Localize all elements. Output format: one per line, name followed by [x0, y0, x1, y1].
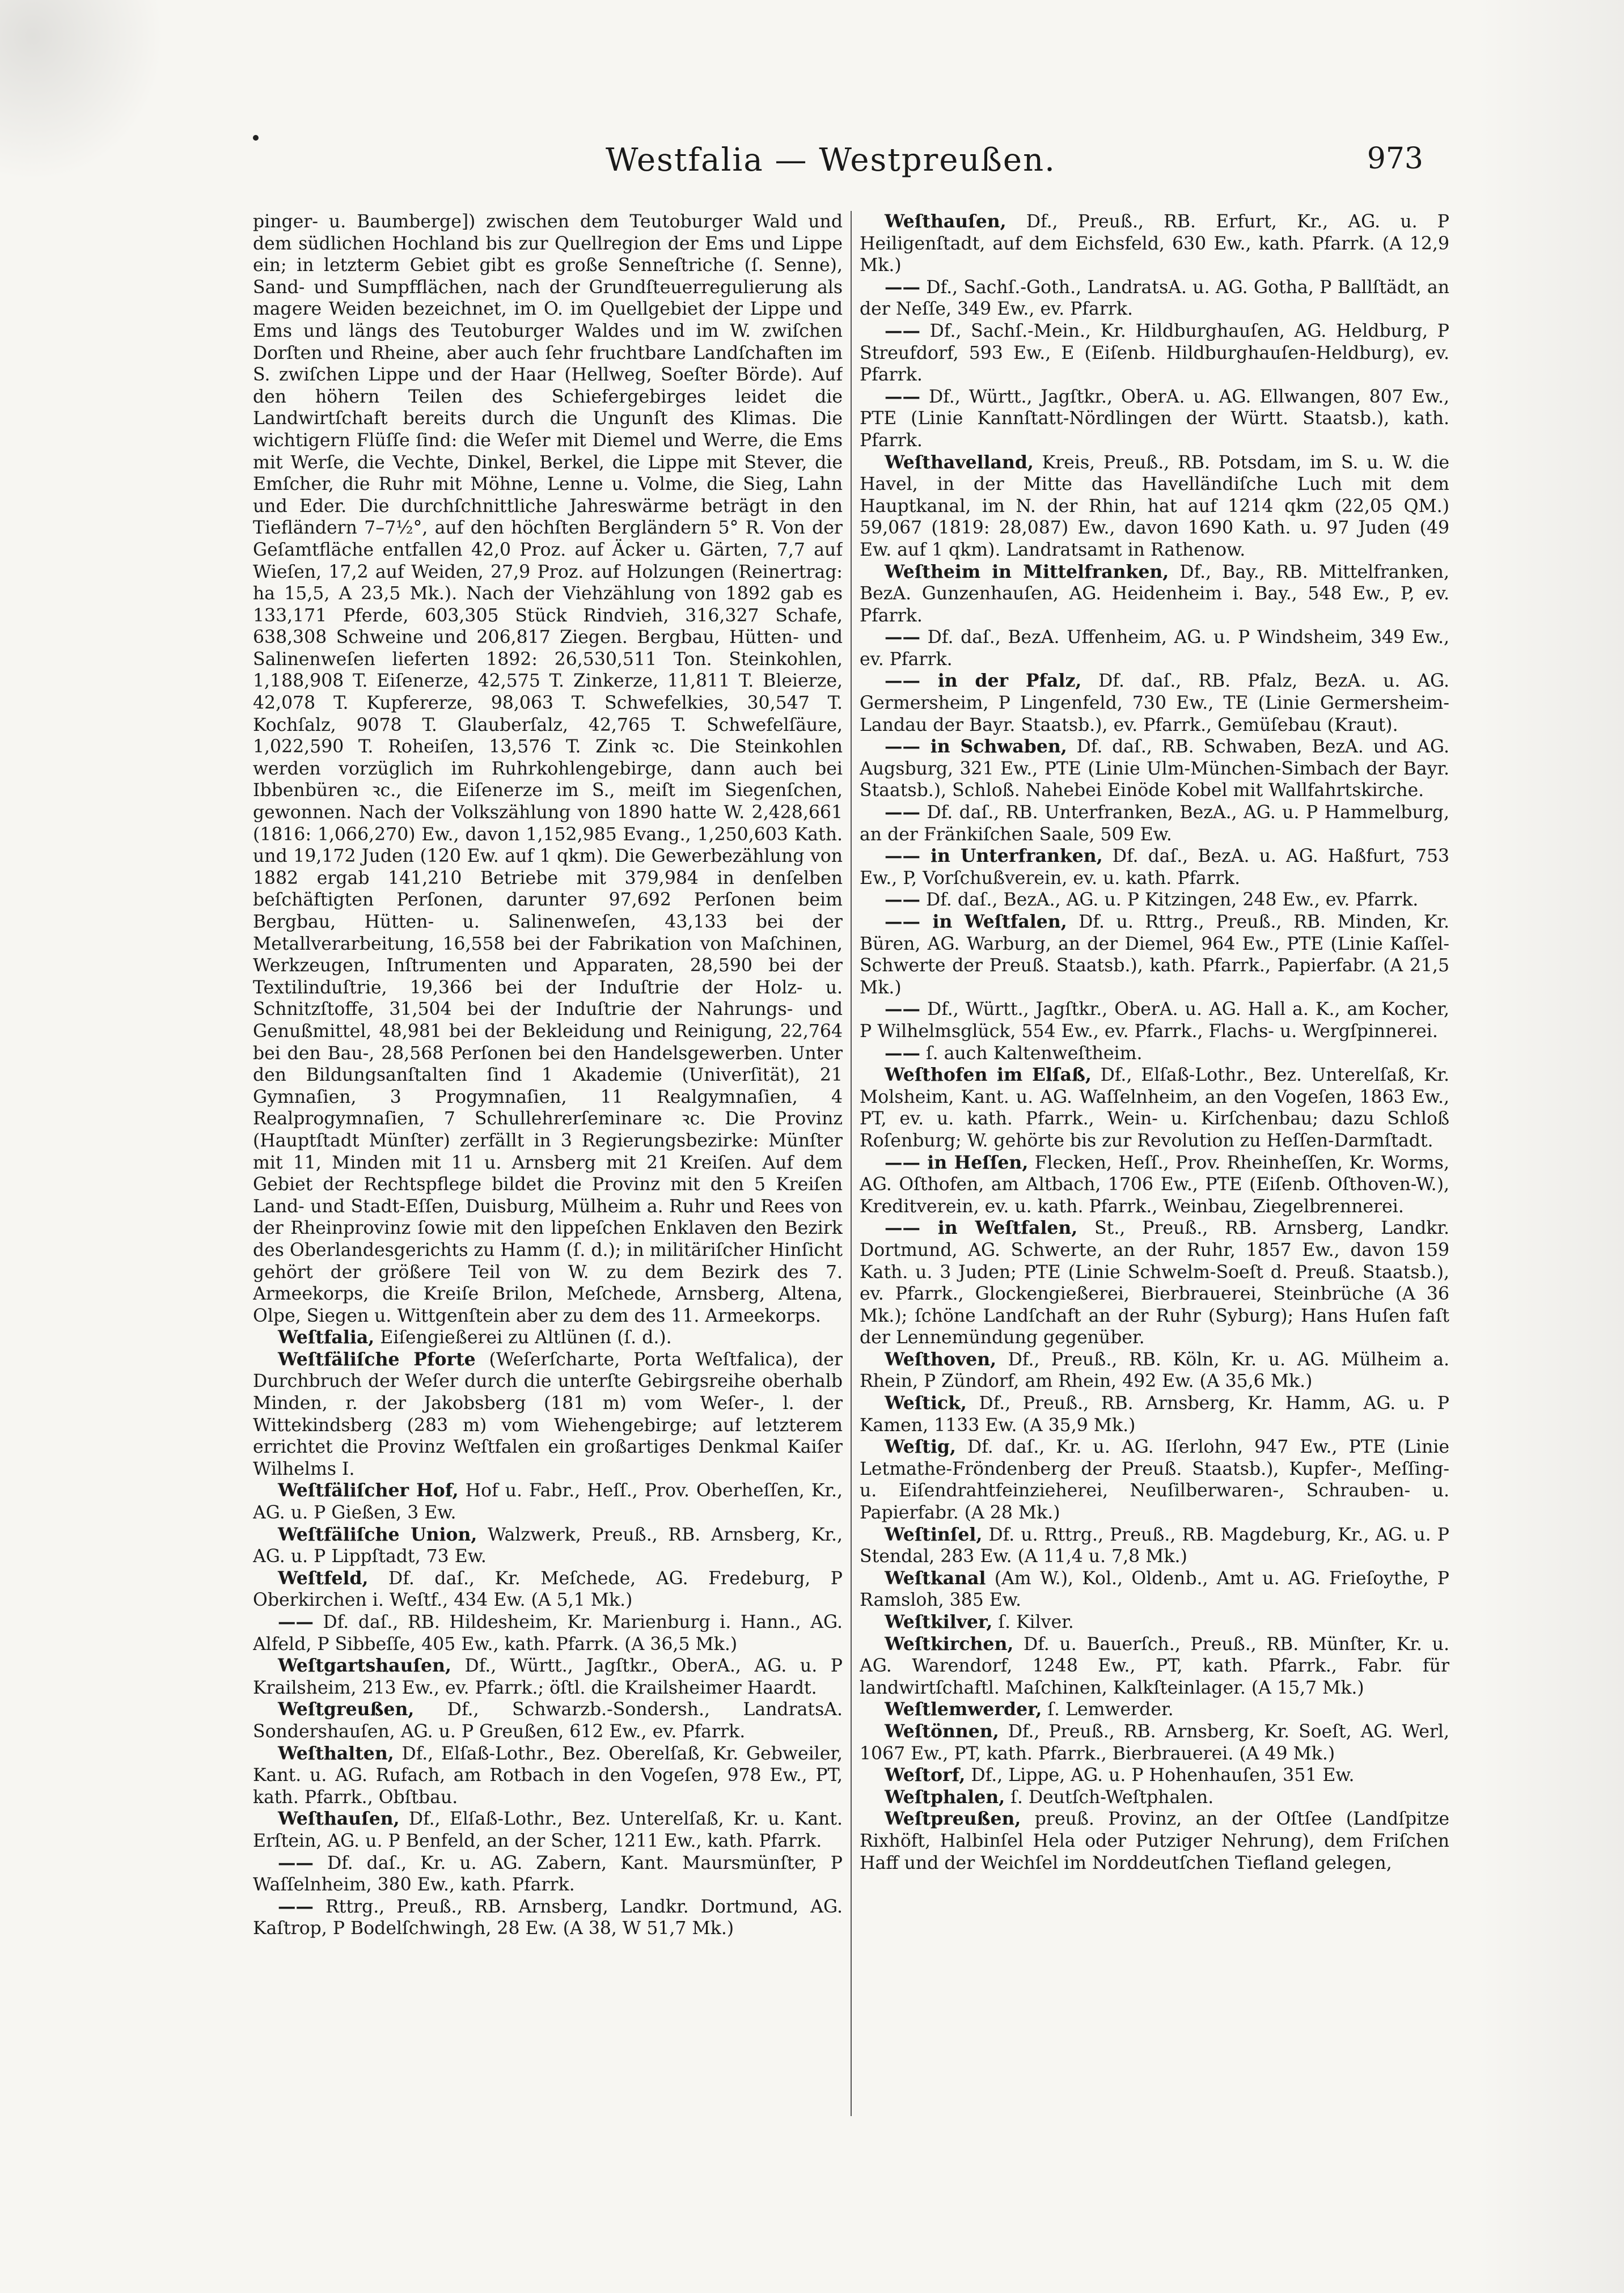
entry-text: (Weſerſcharte, Porta Weſtfalica), der Durchbruch der Weſer durch die unterſte Gebirgsreihe oberhalb Minden, r. der Jakobsberg (181 m) vom Weſer-, l. der Wittekindsberg (283 m) vom Wiehengebirge; auf letzterem errichtet die Provinz Weſtfalen ein großartiges Denkmal Kaiſer Wilhelms I. — [253, 1349, 843, 1479]
dictionary-entry — [860, 1152, 1449, 1218]
dictionary-entry — [860, 845, 1449, 889]
dictionary-entry — [253, 1655, 843, 1699]
entry-headword: —— — [885, 802, 920, 823]
dictionary-entry — [860, 627, 1449, 670]
entry-headword: Weſtönnen, — [885, 1720, 999, 1742]
dictionary-entry — [860, 1787, 1449, 1809]
entry-text: Df., Bay., RB. Mittelfranken, BezA. Gunzenhauſen, AG. Heidenheim i. Bay., 548 Ew., P, ev. Pfarrk. — [860, 561, 1449, 626]
entry-headword: Weſthofen im Elſaß, — [885, 1064, 1092, 1086]
entry-headword: Weſtkanal — [885, 1567, 986, 1589]
entry-headword: Weſtinſel, — [885, 1524, 983, 1545]
entry-text: ſ. auch Kaltenweſtheim. — [920, 1043, 1143, 1064]
entry-text: preuß. Provinz, an der Oſtſee (Landſpitze Rixhöft, Halbinſel Hela oder Putziger Nehrung), dem Friſchen Haff und der Weichſel im Norddeutſchen Tiefland gelegen, — [860, 1809, 1449, 1873]
dictionary-entry — [253, 1568, 843, 1611]
entry-headword: Weſtfäliſche Union, — [278, 1524, 477, 1545]
entry-text: Df. daſ., Kr. u. AG. Iſerlohn, 947 Ew., PTE (Linie Letmathe-Fröndenberg der Preuß. Staatsb.), Kupfer-, Meſſing- u. Eiſendrahtfeinzieherei, Neuſilberwaren-, Schrauben- u. Papierfabr. (A 28 Mk.) — [860, 1437, 1449, 1524]
entry-headword: —— — [885, 999, 920, 1020]
dictionary-entry — [860, 1634, 1449, 1699]
entry-headword: Weſtig, — [885, 1436, 956, 1458]
print-mark — [253, 135, 259, 141]
dictionary-entry — [860, 452, 1449, 561]
running-head: Westfalia — Westpreußen. — [606, 142, 1056, 179]
dictionary-entry — [860, 1721, 1449, 1765]
dictionary-entry — [860, 1064, 1449, 1152]
entry-text: Df. u. Rttrg., Preuß., RB. Minden, Kr. Büren, AG. Warburg, an der Diemel, 964 Ew., PTE (Linie Kaſſel-Schwerte der Preuß. Staatsb.), kath. Pfarrk., Papierfabr. (A 21,5 Mk.) — [860, 912, 1449, 998]
dictionary-entry — [253, 1808, 843, 1852]
entry-text: ſ. Kilver. — [992, 1612, 1074, 1632]
entry-text: Df., Elſaß-Lothr., Bez. Unterelſaß, Kr. u. Kant. Erſtein, AG. u. P Benfeld, an der Scher, 1211 Ew., kath. Pfarrk. — [253, 1809, 843, 1851]
entry-headword: —— — [278, 1611, 314, 1632]
dictionary-entry — [253, 211, 843, 1327]
entry-headword: —— — [885, 320, 920, 341]
dictionary-entry — [860, 561, 1449, 627]
entry-headword: Weſtlemwerder, — [885, 1699, 1042, 1720]
entry-text: Df., Preuß., RB. Köln, Kr. u. AG. Mülheim a. Rhein, P Zündorf, am Rhein, 492 Ew. (A 35,6 Mk.) — [860, 1349, 1449, 1392]
entry-text: Df. daſ., RB. Pfalz, BezA. u. AG. Germersheim, P Lingenfeld, 730 Ew., TE (Linie Germersheim-Landau der Bayr. Staatsb.), ev. Pfarrk., Gemüſebau (Kraut). — [860, 671, 1449, 735]
entry-headword: Weſtpreußen, — [885, 1808, 1021, 1830]
dictionary-entry — [253, 1896, 843, 1940]
dictionary-entry — [860, 670, 1449, 736]
dictionary-entry — [253, 1524, 843, 1568]
entry-headword: Weſthalten, — [278, 1742, 394, 1764]
entry-headword: —— in Unterfranken, — [885, 845, 1103, 867]
page-number: 973 — [1367, 142, 1423, 176]
dictionary-entry — [860, 889, 1449, 911]
entry-text: Df., Schwarzb.-Sondersh., LandratsA. Sondershauſen, AG. u. P Greußen, 612 Ew., ev. Pfarrk. — [253, 1699, 843, 1742]
entry-text: Walzwerk, Preuß., RB. Arnsberg, Kr., AG. u. P Lippſtadt, 73 Ew. — [253, 1524, 843, 1567]
dictionary-entry — [860, 802, 1449, 845]
dictionary-entry — [860, 1043, 1449, 1065]
entry-headword: —— — [885, 276, 920, 298]
dictionary-entry — [860, 1524, 1449, 1568]
entry-text: (Am W.), Kol., Oldenb., Amt u. AG. Frieſoythe, P Ramsloh, 385 Ew. — [860, 1568, 1449, 1611]
dictionary-entry — [253, 1699, 843, 1742]
dictionary-entry — [860, 1436, 1449, 1524]
entry-headword: Weſtkilver, — [885, 1611, 993, 1632]
entry-text: Df. daſ., BezA. u. AG. Haßfurt, 753 Ew., P, Vorſchußverein, ev. u. kath. Pfarrk. — [860, 846, 1449, 889]
dictionary-entry — [860, 1808, 1449, 1874]
entry-headword: Weſtick, — [885, 1393, 967, 1414]
entry-text: Df. daſ., RB. Unterfranken, BezA., AG. u. P Hammelburg, an der Fränkiſchen Saale, 509 Ew. — [860, 802, 1449, 845]
dictionary-entry — [860, 1568, 1449, 1611]
entry-headword: Weſtkirchen, — [885, 1633, 1014, 1655]
entry-text: Df. daſ., RB. Schwaben, BezA. und AG. Augsburg, 321 Ew., PTE (Linie Ulm-München-Simbach der Bayr. Staatsb.), Schloß. Nahebei Einöde Kobel mit Wallfahrtskirche. — [860, 737, 1449, 801]
entry-headword: Weſtgreußen, — [278, 1699, 415, 1720]
entry-text: Df., Preuß., RB. Arnsberg, Kr. Hamm, AG. u. P Kamen, 1133 Ew. (A 35,9 Mk.) — [860, 1393, 1449, 1436]
entry-text: Flecken, Heſſ., Prov. Rheinheſſen, Kr. Worms, AG. Oſthofen, am Altbach, 1706 Ew., PTE (Eiſenb. Oſthoven-W.), Kreditverein, ev. u. kath. Pfarrk., Weinbau, Ziegelbrennerei. — [860, 1152, 1449, 1217]
entry-headword: Weſthauſen, — [278, 1808, 400, 1830]
entry-text: Df., Württ., Jagſtkr., OberA. u. AG. Ellwangen, 807 Ew., PTE (Linie Kannſtatt-Nördlingen der Württ. Staatsb.), kath. Pfarrk. — [860, 386, 1449, 451]
entry-headword: Weſtheim in Mittelfranken, — [885, 561, 1169, 582]
scan-shadow-right — [1477, 0, 1624, 2293]
entry-text: Eiſengießerei zu Altlünen (ſ. d.). — [374, 1327, 672, 1348]
entry-headword: —— in der Pfalz, — [885, 670, 1082, 692]
entry-text: pinger- u. Baumberge]) zwischen dem Teutoburger Wald und dem südlichen Hochland bis zur Quellregion der Ems und Lippe ein; in letzterm Gebiet gibt es große Senneſtriche (ſ. Senne), Sand- und Sumpfflächen, nach der Grundſteuerregulierung als magere Weiden bezeichnet, im O. im Quellgebiet der Lippe und Ems und längs des Teutoburger Waldes und im W. zwiſchen Dorſten und Rheine, aber auch ſehr fruchtbare Landſchaften im S. zwiſchen Lippe und der Haar (Hellweg, Soeſter Börde). Auf den höhern Teilen des Schiefergebirges leidet die Landwirtſchaft bereits durch die Ungunſt des Klimas. Die wichtigern Flüſſe ſind: die Weſer mit Diemel und Werre, die Ems mit Werſe, die Vechte, Dinkel, Berkel, die Lippe mit Stever, die Emſcher, die Ruhr mit Möhne, Lenne u. Volme, die Sieg, Lahn und Eder. Die durchſchnittliche Jahreswärme beträgt in den Tiefländern 7–7½°, auf den höchſten Bergländern 5° R. Von der Geſamtfläche entfallen 42,0 Proz. auf Äcker u. Gärten, 7,7 auf Wieſen, 17,2 auf Weiden, 27,9 Proz. auf Holzungen (Reinertrag: ha 15,5, A 23,5 Mk.). Nach der Viehzählung von 1892 gab es 133,171 Pferde, 603,305 Stück Rindvieh, 316,327 Schafe, 638,308 Schweine und 206,817 Ziegen. Bergbau, Hütten- und Salinenweſen lieferten 1892: 26,530,511 Ton. Steinkohlen, 1,188,908 T. Eiſenerze, 42,575 T. Zinkerze, 11,811 T. Bleierze, 42,078 T. Kupfererze, 98,063 T. Schwefelkies, 30,547 T. Kochſalz, 9078 T. Glauberſalz, 42,765 T. Schwefelſäure, 1,022,590 T. Roheiſen, 13,576 T. Zink ꝛc. Die Steinkohlen werden vorzüglich im Ruhrkohlengebirge, dann auch bei Ibbenbüren ꝛc., die Eiſenerze im S., meiſt im Siegenſchen, gewonnen. Nach der Volkszählung von 1890 hatte W. 2,428,661 (1816: 1,066,270) Ew., davon 1,152,985 Evang., 1,250,603 Kath. und 19,172 Juden (120 Ew. auf 1 qkm). Die Gewerbezählung von 1882 ergab 141,210 Betriebe mit 379,984 in denſelben beſchäftigten Perſonen, darunter 97,692 Perſonen beim Bergbau, Hütten- u. Salinenweſen, 43,133 bei der Metallverarbeitung, 16,558 bei der Fabrikation von Maſchinen, Werkzeugen, Inſtrumenten und Apparaten, 28,590 bei der Textilinduſtrie, 19,366 bei der Induſtrie der Holz- u. Schnitzſtoffe, 31,504 bei der Induſtrie der Nahrungs- und Genußmittel, 48,981 bei der Bekleidung und Reinigung, 22,764 bei den Bau-, 28,568 Perſonen bei den Handelsgewerben. Unter den Bildungsanſtalten ſind 1 Akademie (Univerſität), 21 Gymnaſien, 3 Progymnaſien, 11 Realgymnaſien, 4 Realprogymnaſien, 7 Schullehrerſeminare ꝛc. Die Provinz (Hauptſtadt Münſter) zerfällt in 3 Regierungsbezirke: Münſter mit 11, Minden mit 11 u. Arnsberg mit 21 Kreiſen. Auf dem Gebiet der Rechtspflege bildet die Provinz mit den 5 Kreiſen Land- und Stadt-Eſſen, Duisburg, Mülheim a. Ruhr und Rees von der Rheinprovinz ſowie mit den lippeſchen Enklaven den Bezirk des Oberlandesgerichts zu Hamm (ſ. d.); in militäriſcher Hinſicht gehört der größere Teil von W. zu dem Bezirk des 7. Armeekorps, die Kreiſe Brilon, Meſchede, Arnsberg, Altena, Olpe, Siegen u. Wittgenſtein aber zu dem des 11. Armeekorps. — [253, 211, 843, 1326]
right-column — [860, 211, 1449, 2127]
entry-text: Df., Sachſ.-Mein., Kr. Hildburghauſen, AG. Heldburg, P Streufdorf, 593 Ew., E (Eiſenb. Hildburghauſen-Heldburg), ev. Pfarrk. — [860, 320, 1449, 386]
dictionary-entry — [253, 1743, 843, 1809]
entry-headword: —— — [885, 889, 920, 911]
entry-text: Df. daſ., Kr. u. AG. Zabern, Kant. Maursmünſter, P Waſſelnheim, 380 Ew., kath. Pfarrk. — [253, 1852, 843, 1896]
entry-headword: Weſthoven, — [885, 1348, 997, 1370]
entry-headword: Weſtfeld, — [278, 1567, 369, 1589]
entry-headword: —— — [278, 1896, 314, 1917]
entry-headword: —— in Heſſen, — [885, 1152, 1029, 1173]
dictionary-entry — [253, 1349, 843, 1480]
dictionary-entry — [860, 320, 1449, 386]
entry-text: Df. daſ., BezA., AG. u. P Kitzingen, 248 Ew., ev. Pfarrk. — [920, 890, 1419, 911]
entry-text: Df., Württ., Jagſtkr., OberA. u. AG. Hall a. K., am Kocher, P Wilhelmsglück, 554 Ew., ev. Pfarrk., Flachs- u. Wergſpinnerei. — [860, 999, 1449, 1042]
dictionary-entry — [860, 1393, 1449, 1436]
dictionary-entry — [253, 1480, 843, 1524]
dictionary-entry — [860, 277, 1449, 320]
entry-headword: Weſthauſen, — [885, 211, 1006, 232]
entry-text: Df., Sachſ.-Goth., LandratsA. u. AG. Gotha, P Ballſtädt, an der Neſſe, 349 Ew., ev. Pfarrk. — [860, 277, 1449, 320]
dictionary-entry — [253, 1611, 843, 1655]
column-divider — [851, 211, 852, 2116]
entry-headword: Weſtphalen, — [885, 1786, 1005, 1808]
entry-headword: Weſtgartshauſen, — [278, 1655, 451, 1677]
dictionary-entry — [860, 1349, 1449, 1393]
dictionary-entry — [860, 911, 1449, 999]
entry-headword: —— in Weſtfalen, — [885, 1217, 1078, 1239]
entry-text: Df., Elſaß-Lothr., Bez. Unterelſaß, Kr. Molsheim, Kant. u. AG. Waſſelnheim, an den Vogeſen, 1863 Ew., PT, ev. u. kath. Pfarrk., Wein- u. Kirſchenbau; dazu Schloß Roſenburg; W. gehörte bis zur Revolution zu Heſſen-Darmſtadt. — [860, 1065, 1449, 1151]
entry-headword: Weſtorf, — [885, 1765, 966, 1786]
dictionary-entry — [860, 1217, 1449, 1349]
dictionary-entry — [860, 1611, 1449, 1634]
dictionary-entry — [860, 211, 1449, 277]
entry-text: Df., Preuß., RB. Erfurt, Kr., AG. u. P Heiligenſtadt, auf dem Eichsfeld, 630 Ew., kath. Pfarrk. (A 12,9 Mk.) — [860, 211, 1449, 276]
left-column — [253, 211, 843, 2127]
dictionary-entry — [860, 999, 1449, 1042]
dictionary-entry — [253, 1852, 843, 1896]
entry-text: Df., Lippe, AG. u. P Hohenhauſen, 351 Ew. — [965, 1765, 1355, 1786]
entry-text: ſ. Deutſch-Weſtphalen. — [1005, 1787, 1214, 1808]
entry-headword: —— — [885, 627, 920, 648]
entry-headword: —— in Schwaben, — [885, 736, 1067, 758]
entry-text: Df. daſ., RB. Hildesheim, Kr. Marienburg i. Hann., AG. Alfeld, P Sibbeſſe, 405 Ew., kath. Pfarrk. (A 36,5 Mk.) — [253, 1612, 843, 1655]
entry-text: ſ. Lemwerder. — [1042, 1699, 1174, 1720]
entry-text: St., Preuß., RB. Arnsberg, Landkr. Dortmund, AG. Schwerte, an der Ruhr, 1857 Ew., davon 159 Kath. u. 3 Juden; PTE (Linie Schwelm-Soeſt d. Preuß. Staatsb.), ev. Pfarrk., Glockengießerei, Bierbrauerei, Steinbrüche (A 36 Mk.); ſchöne Landſchaft an der Ruhr (Syburg); Hans Huſen faſt der Lennemündung gegenüber. — [860, 1218, 1449, 1348]
dictionary-entry — [860, 1765, 1449, 1787]
entry-text: Df. u. Rttrg., Preuß., RB. Magdeburg, Kr., AG. u. P Stendal, 283 Ew. (A 11,4 u. 7,8 Mk.) — [860, 1524, 1449, 1567]
entry-text: Df. daſ., Kr. Meſchede, AG. Fredeburg, P Oberkirchen i. Weſtf., 434 Ew. (A 5,1 Mk.) — [253, 1568, 843, 1611]
scan-shadow-top-left — [0, 0, 164, 181]
entry-headword: —— in Weſtfalen, — [885, 911, 1067, 932]
entry-text: Df. daſ., BezA. Uffenheim, AG. u. P Windsheim, 349 Ew., ev. Pfarrk. — [860, 627, 1449, 670]
dictionary-entry — [860, 1699, 1449, 1721]
entry-headword: Weſthavelland, — [885, 451, 1034, 473]
entry-text: Df. u. Bauerſch., Preuß., RB. Münſter, Kr. u. AG. Warendorf, 1248 Ew., PT, kath. Pfarrk., Fabr. für landwirtſchaftl. Maſchinen, Kalkſteinlager. (A 15,7 Mk.) — [860, 1634, 1449, 1698]
dictionary-entry — [860, 386, 1449, 452]
entry-text: Kreis, Preuß., RB. Potsdam, im S. u. W. die Havel, in der Mitte das Havelländiſche Luch mit dem Hauptkanal, im N. der Rhin, hat auf 1214 qkm (22,05 QM.) 59,067 (1819: 28,087) Ew., davon 1690 Kath. u. 97 Juden (49 Ew. auf 1 qkm). Landratsamt in Rathenow. — [860, 452, 1449, 560]
entry-headword: —— — [885, 386, 920, 407]
page-header — [238, 142, 1423, 193]
entry-text: Hof u. Fabr., Heſſ., Prov. Oberheſſen, Kr., AG. u. P Gießen, 3 Ew. — [253, 1480, 843, 1524]
entry-headword: Weſtfäliſcher Hof, — [278, 1480, 459, 1501]
entry-text: Df., Elſaß-Lothr., Bez. Oberelſaß, Kr. Gebweiler, Kant. u. AG. Rufach, am Rotbach in den Vogeſen, 978 Ew., PT, kath. Pfarrk., Obſtbau. — [253, 1743, 843, 1808]
dictionary-entry — [253, 1327, 843, 1349]
dictionary-entry — [860, 736, 1449, 802]
entry-text: Rttrg., Preuß., RB. Arnsberg, Landkr. Dortmund, AG. Kaſtrop, P Bodelſchwingh, 28 Ew. (A 38, W 51,7 Mk.) — [253, 1896, 843, 1939]
entry-headword: Weſtfalia, — [278, 1327, 375, 1348]
entry-headword: —— — [278, 1852, 314, 1873]
entry-text: Df., Preuß., RB. Arnsberg, Kr. Soeſt, AG. Werl, 1067 Ew., PT, kath. Pfarrk., Bierbrauerei. (A 49 Mk.) — [860, 1721, 1449, 1764]
entry-text: Df., Württ., Jagſtkr., OberA., AG. u. P Krailsheim, 213 Ew., ev. Pfarrk.; öſtl. die Krailsheimer Haardt. — [253, 1656, 843, 1698]
entry-headword: Weſtfäliſche Pforte — [278, 1348, 476, 1370]
entry-headword: —— — [885, 1042, 920, 1064]
